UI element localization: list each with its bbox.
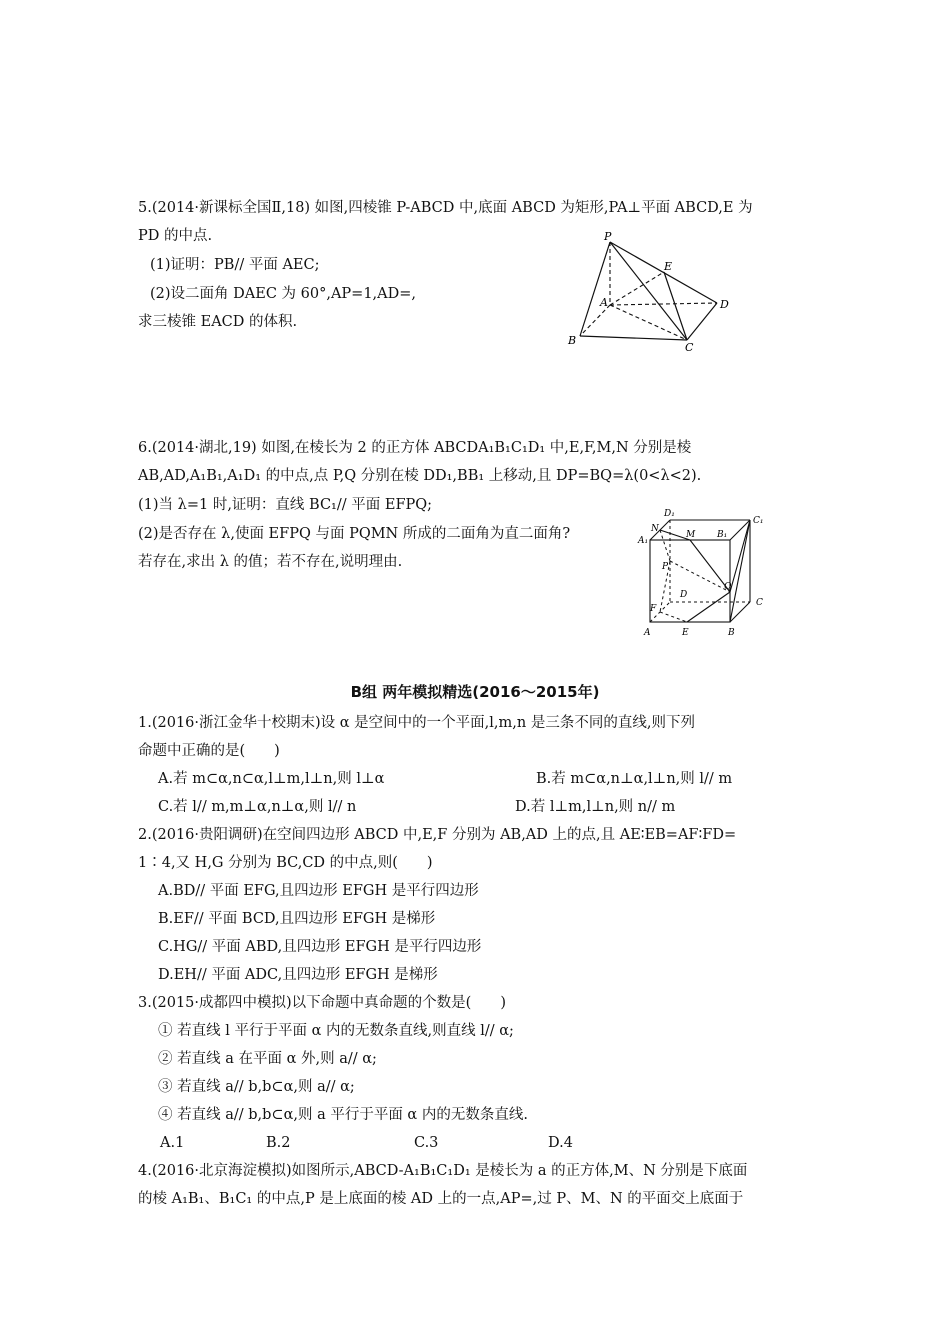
- pyramid-figure: [560, 230, 740, 355]
- b3-option-b: B.2: [266, 1135, 291, 1151]
- edge-pb: [580, 242, 610, 336]
- label-a1: A₁: [638, 536, 649, 546]
- b1-option-b: B.若 m⊂α,n⊥α,l⊥n,则 l// m: [536, 771, 733, 787]
- label-f: F: [650, 604, 657, 614]
- label-e: E: [664, 260, 673, 273]
- q5-line2: PD 的中点.: [138, 228, 213, 244]
- b2-option-c: C.HG// 平面 ABD,且四边形 EFGH 是平行四边形: [158, 939, 482, 955]
- cube-figure: [632, 505, 782, 640]
- q6-line4: (2)是否存在 λ,使面 EFPQ 与面 PQMN 所成的二面角为直二面角?: [138, 526, 571, 542]
- b1-option-d: D.若 l⊥m,l⊥n,则 n// m: [515, 799, 676, 815]
- label-c1: C₁: [753, 516, 764, 526]
- segment-fe: [660, 612, 687, 622]
- label-d: D: [720, 298, 729, 311]
- edge-ac: [610, 305, 687, 340]
- q5-sub3: 求三棱锥 EACD 的体积.: [138, 314, 298, 330]
- label-n: N: [651, 524, 659, 534]
- label-p: P: [662, 562, 669, 572]
- q6-line5: 若存在,求出 λ 的值；若不存在,说明理由.: [138, 554, 403, 570]
- b2-line1: 2.(2016·贵阳调研)在空间四边形 ABCD 中,E,F 分别为 AB,AD 上的点,且 AE∶EB=AF∶FD=: [138, 827, 737, 843]
- label-p: P: [604, 230, 612, 243]
- label-c: C: [756, 598, 763, 608]
- label-d1: D₁: [664, 509, 675, 519]
- label-a: A: [644, 628, 651, 638]
- b3-statement-2: ② 若直线 a 在平面 α 外,则 a// α;: [158, 1051, 377, 1067]
- edge-bc: [580, 336, 687, 340]
- label-b1: B₁: [717, 530, 728, 540]
- segment-qc1: [730, 520, 750, 592]
- label-d: D: [680, 590, 688, 600]
- q5-line1: 5.(2014·新课标全国Ⅱ,18) 如图,四棱锥 P-ABCD 中,底面 ABCD 为矩形,PA⊥平面 ABCD,E 为: [138, 200, 753, 216]
- b3-statement-1: ① 若直线 l 平行于平面 α 内的无数条直线,则直线 l// α;: [158, 1023, 514, 1039]
- b1-option-c: C.若 l// m,m⊥α,n⊥α,则 l// n: [158, 799, 357, 815]
- edge-pc: [610, 242, 687, 340]
- label-m: M: [686, 530, 696, 540]
- b1-line1: 1.(2016·浙江金华十校期末)设 α 是空间中的一个平面,l,m,n 是三条不同的直线,则下列: [138, 715, 695, 731]
- b3-option-a: A.1: [160, 1135, 185, 1151]
- label-q: Q: [724, 582, 732, 592]
- label-b: B: [728, 628, 735, 638]
- segment-bc1: [730, 520, 750, 622]
- b2-option-a: A.BD// 平面 EFG,且四边形 EFGH 是平行四边形: [158, 883, 479, 899]
- q6-line3: (1)当 λ=1 时,证明：直线 BC₁// 平面 EFPQ;: [138, 497, 433, 513]
- segment-np: [660, 530, 670, 561]
- b2-option-b: B.EF// 平面 BCD,且四边形 EFGH 是梯形: [158, 911, 436, 927]
- label-c: C: [685, 341, 694, 354]
- b2-line2: 1∶4,又 H,G 分别为 BC,CD 的中点,则( ): [138, 855, 433, 871]
- label-e: E: [682, 628, 689, 638]
- label-b: B: [568, 334, 577, 347]
- q6-line2: AB,AD,A₁B₁,A₁D₁ 的中点,点 P,Q 分别在棱 DD₁,BB₁ 上移动,且 DP=BQ=λ(0<λ<2).: [138, 468, 702, 484]
- b3-statement-3: ③ 若直线 a// b,b⊂α,则 a// α;: [158, 1079, 355, 1095]
- b3-line1: 3.(2015·成都四中模拟)以下命题中真命题的个数是( ): [138, 995, 506, 1011]
- label-a: A: [600, 296, 608, 309]
- b4-line1: 4.(2016·北京海淀模拟)如图所示,ABCD-A₁B₁C₁D₁ 是棱长为 a 的正方体,M、N 分别是下底面: [138, 1163, 748, 1179]
- q5-sub2: (2)设二面角 DAEC 为 60°,AP=1,AD=,: [150, 286, 417, 302]
- edge-ec: [664, 272, 687, 340]
- b3-option-d: D.4: [548, 1135, 573, 1151]
- b2-option-d: D.EH// 平面 ADC,且四边形 EFGH 是梯形: [158, 967, 438, 983]
- edge-ad: [610, 303, 717, 305]
- section-b-title: B组 两年模拟精选(2016～2015年): [350, 683, 600, 701]
- q5-sub1: (1)证明：PB// 平面 AEC;: [150, 257, 320, 273]
- edge-cd: [687, 303, 717, 340]
- segment-pq: [670, 561, 730, 592]
- b1-option-a: A.若 m⊂α,n⊂α,l⊥m,l⊥n,则 l⊥α: [158, 771, 385, 787]
- segment-eq: [687, 592, 730, 622]
- b3-option-c: C.3: [414, 1135, 439, 1151]
- front-face: [650, 540, 730, 622]
- q6-line1: 6.(2014·湖北,19) 如图,在棱长为 2 的正方体 ABCDA₁B₁C₁D₁ 中,E,F,M,N 分别是棱: [138, 440, 692, 456]
- b1-line2: 命题中正确的是( ): [138, 743, 280, 759]
- b3-statement-4: ④ 若直线 a// b,b⊂α,则 a 平行于平面 α 内的无数条直线.: [158, 1107, 528, 1123]
- b4-line2: 的棱 A₁B₁、B₁C₁ 的中点,P 是上底面的棱 AD 上的一点,AP=,过 P、M、N 的平面交上底面于: [138, 1191, 744, 1207]
